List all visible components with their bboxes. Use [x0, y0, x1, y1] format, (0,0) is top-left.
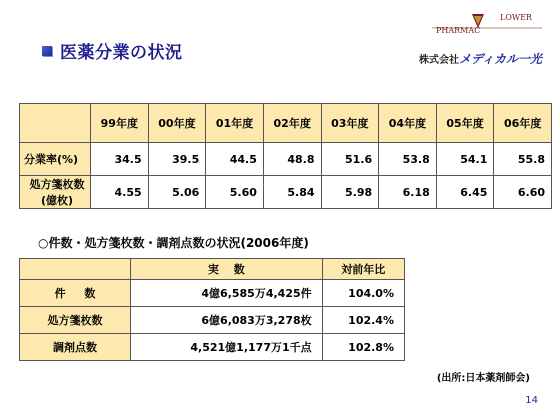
table-cell-ratio: 102.8%: [322, 334, 404, 361]
company-brand: メディカル一光: [458, 52, 542, 66]
row-label-prescriptions: [20, 176, 91, 209]
logo-pharmacy-text: PHARMAC: [436, 26, 481, 35]
stats-table: [19, 258, 405, 361]
year-header: 06年度: [494, 104, 552, 143]
table-cell: 51.6: [321, 143, 379, 176]
year-header: 03年度: [321, 104, 379, 143]
table-row: [20, 143, 552, 176]
year-header: 02年度: [263, 104, 321, 143]
year-header: 04年度: [379, 104, 437, 143]
table-cell: 4.55: [91, 176, 149, 209]
header-actual: 実 数: [131, 259, 323, 280]
row-label-line2: (億枚): [40, 194, 74, 207]
trend-table: [19, 103, 552, 209]
table-header-row: [20, 104, 552, 143]
table-cell: 6.60: [494, 176, 552, 209]
table-cell: 5.84: [263, 176, 321, 209]
table-cell-actual: 4億6,585万4,425件: [131, 280, 323, 307]
table-row: [20, 176, 552, 209]
table-cell-actual: 4,521億1,177万1千点: [131, 334, 323, 361]
table-header-row: [20, 259, 405, 280]
source-note: (出所:日本薬剤師会): [436, 373, 530, 384]
company-prefix: 株式会社: [418, 55, 459, 66]
table-cell: 54.1: [436, 143, 494, 176]
year-header: 05年度: [436, 104, 494, 143]
table-cell: 53.8: [379, 143, 437, 176]
title-bullet-icon: [42, 46, 52, 56]
row-label-separation-rate: 分業率(%): [20, 143, 91, 176]
row-label-line1: 処方箋枚数: [29, 178, 85, 191]
table-cell: 48.8: [263, 143, 321, 176]
table-row: [20, 280, 405, 307]
table-corner-cell: [20, 104, 91, 143]
table-row: [20, 334, 405, 361]
company-logo: [402, 6, 542, 68]
page-number: 14: [525, 395, 538, 406]
table-cell-actual: 6億6,083万3,278枚: [131, 307, 323, 334]
table-cell: 34.5: [91, 143, 149, 176]
table-corner-cell: [20, 259, 131, 280]
year-header: 99年度: [91, 104, 149, 143]
row-label: 処方箋枚数: [20, 307, 131, 334]
table-cell: 5.98: [321, 176, 379, 209]
row-label: 件 数: [20, 280, 131, 307]
year-header: 01年度: [206, 104, 264, 143]
section-subtitle: ○件数・処方箋枚数・調剤点数の状況(2006年度): [38, 236, 309, 250]
table-cell-ratio: 102.4%: [322, 307, 404, 334]
table-cell: 5.60: [206, 176, 264, 209]
table-cell: 5.06: [148, 176, 206, 209]
logo-flower-text: LOWER: [500, 13, 532, 22]
slide-title: 医薬分業の状況: [60, 43, 183, 63]
company-name: [419, 50, 542, 67]
header-ratio: 対前年比: [322, 259, 404, 280]
table-cell: 39.5: [148, 143, 206, 176]
table-cell: 6.18: [379, 176, 437, 209]
table-cell: 55.8: [494, 143, 552, 176]
year-header: 00年度: [148, 104, 206, 143]
table-cell: 6.45: [436, 176, 494, 209]
row-label: 調剤点数: [20, 334, 131, 361]
table-cell-ratio: 104.0%: [322, 280, 404, 307]
table-cell: 44.5: [206, 143, 264, 176]
table-row: [20, 307, 405, 334]
